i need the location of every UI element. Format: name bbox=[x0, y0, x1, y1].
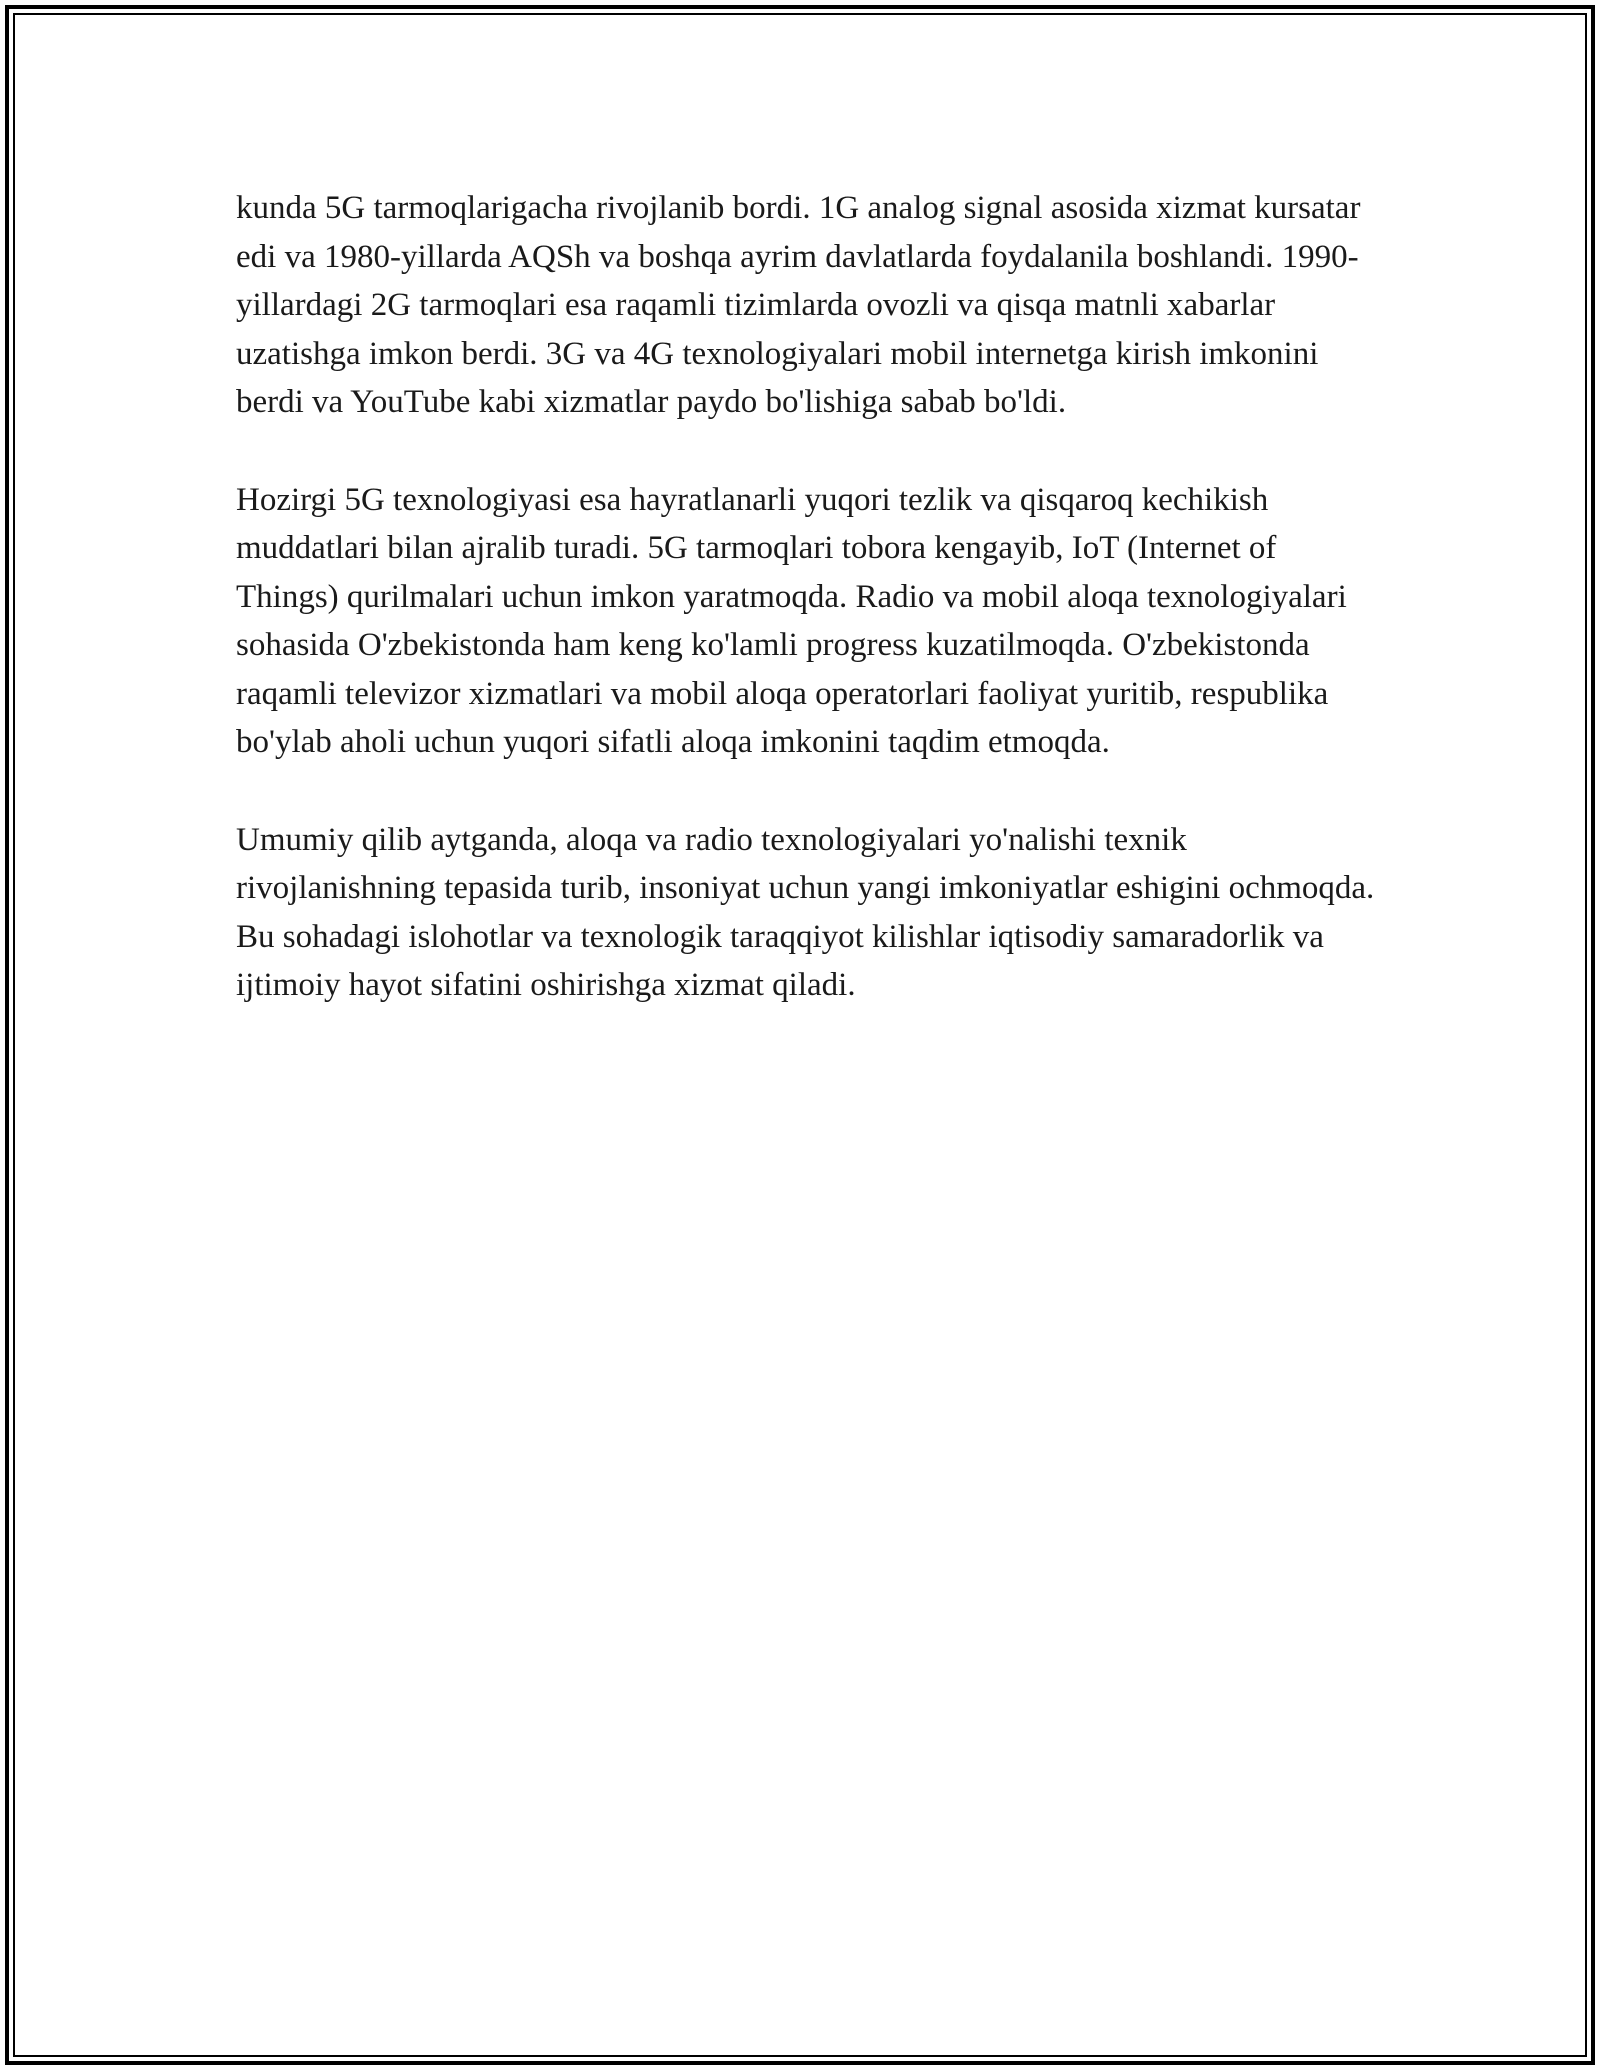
document-body bbox=[236, 184, 1386, 1059]
paragraph-1: kunda 5G tarmoqlarigacha rivojlanib bordi. 1G analog signal asosida xizmat kursatar edi va 1980-yillarda AQSh va boshqa ayrim davlatlarda foydalanila boshlandi. 1990-yillardagi 2G tarmoqlari esa raqamli tizimlarda ovozli va qisqa matnli xabarlar uzatishga imkon berdi. 3G va 4G texnologiyalari mobil internetga kirish imkonini berdi va YouTube kabi xizmatlar paydo bo'lishiga sabab bo'ldi. bbox=[236, 190, 1361, 420]
paragraph-3: Umumiy qilib aytganda, aloqa va radio texnologiyalari yo'nalishi texnik rivojlanishning tepasida turib, insoniyat uchun yangi imkoniyatlar eshigini ochmoqda. Bu sohadagi islohotlar va texnologik taraqqiyot kilishlar iqtisodiy samaradorlik va ijtimoiy hayot sifatini oshirishga xizmat qiladi. bbox=[236, 821, 1375, 1003]
paragraph-2: Hozirgi 5G texnologiyasi esa hayratlanarli yuqori tezlik va qisqaroq kechikish muddatlari bilan ajralib turadi. 5G tarmoqlari tobora kengayib, IoT (Internet of Things) qurilmalari uchun imkon yaratmoqda. Radio va mobil aloqa texnologiyalari sohasida O'zbekistonda ham keng ko'lamli progress kuzatilmoqda. O'zbekistonda raqamli televizor xizmatlari va mobil aloqa operatorlari faoliyat yuritib, respublika bo'ylab aholi uchun yuqori sifatli aloqa imkonini taqdim etmoqda. bbox=[236, 481, 1347, 760]
